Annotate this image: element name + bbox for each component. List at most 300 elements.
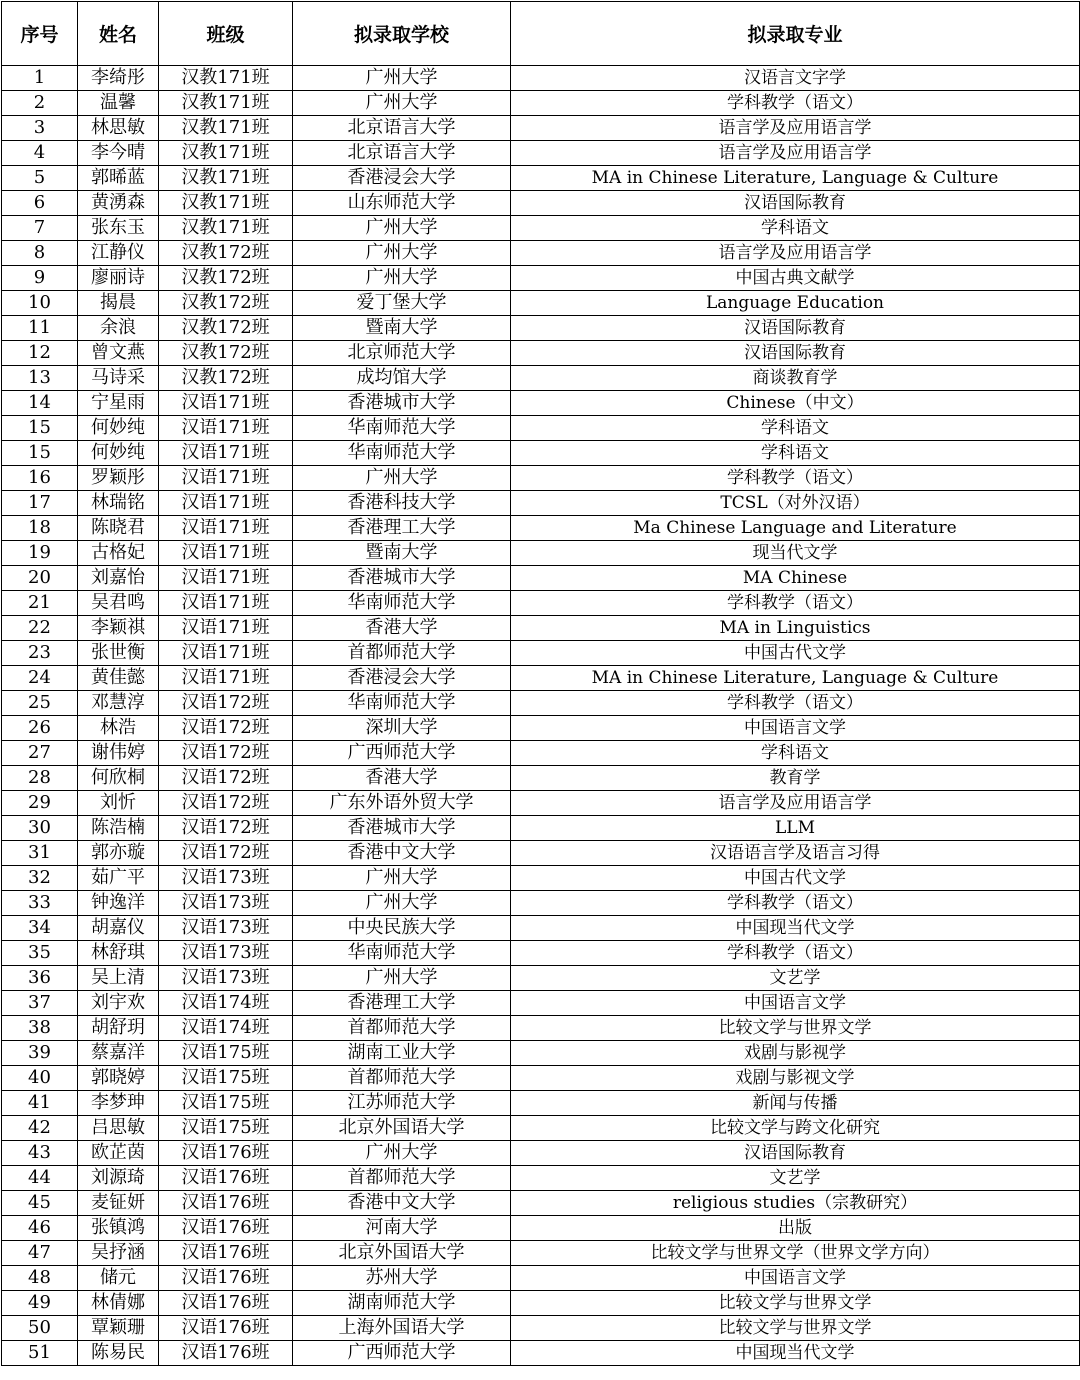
cell-class: 汉语172班 <box>159 816 293 841</box>
cell-school: 广州大学 <box>293 966 511 991</box>
cell-name: 罗颖彤 <box>78 466 159 491</box>
cell-name: 古格妃 <box>78 541 159 566</box>
cell-school: 广西师范大学 <box>293 1341 511 1366</box>
cell-major: 语言学及应用语言学 <box>511 791 1080 816</box>
cell-school: 华南师范大学 <box>293 941 511 966</box>
cell-major: 语言学及应用语言学 <box>511 241 1080 266</box>
cell-major: MA in Linguistics <box>511 616 1080 641</box>
table-row <box>2 241 1080 266</box>
cell-major: 中国现当代文学 <box>511 1341 1080 1366</box>
table-row <box>2 1066 1080 1091</box>
cell-school: 爱丁堡大学 <box>293 291 511 316</box>
table-row <box>2 1016 1080 1041</box>
cell-name: 黄湧森 <box>78 191 159 216</box>
table-row <box>2 216 1080 241</box>
table-row <box>2 316 1080 341</box>
table-row <box>2 166 1080 191</box>
cell-class: 汉语171班 <box>159 391 293 416</box>
table-row <box>2 1266 1080 1291</box>
cell-name: 胡嘉仪 <box>78 916 159 941</box>
cell-major: 现当代文学 <box>511 541 1080 566</box>
cell-name: 蔡嘉洋 <box>78 1041 159 1066</box>
cell-serial: 50 <box>2 1316 78 1341</box>
cell-name: 江静仪 <box>78 241 159 266</box>
cell-major: MA in Chinese Literature, Language & Culture <box>511 666 1080 691</box>
cell-school: 山东师范大学 <box>293 191 511 216</box>
cell-class: 汉语175班 <box>159 1091 293 1116</box>
cell-major: 文艺学 <box>511 966 1080 991</box>
cell-name: 廖丽诗 <box>78 266 159 291</box>
cell-serial: 31 <box>2 841 78 866</box>
cell-major: 学科教学（语文） <box>511 941 1080 966</box>
table-row <box>2 1316 1080 1341</box>
cell-major: 比较文学与世界文学 <box>511 1016 1080 1041</box>
cell-major: 中国语言文学 <box>511 716 1080 741</box>
cell-name: 张东玉 <box>78 216 159 241</box>
cell-school: 上海外国语大学 <box>293 1316 511 1341</box>
cell-class: 汉语171班 <box>159 591 293 616</box>
table-row <box>2 91 1080 116</box>
cell-serial: 17 <box>2 491 78 516</box>
cell-major: 汉语国际教育 <box>511 316 1080 341</box>
cell-class: 汉语172班 <box>159 766 293 791</box>
table-row <box>2 566 1080 591</box>
cell-serial: 29 <box>2 791 78 816</box>
cell-class: 汉语173班 <box>159 891 293 916</box>
cell-school: 北京外国语大学 <box>293 1241 511 1266</box>
cell-class: 汉教171班 <box>159 116 293 141</box>
cell-class: 汉语172班 <box>159 741 293 766</box>
cell-class: 汉语173班 <box>159 916 293 941</box>
header-serial: 序号 <box>2 2 78 66</box>
cell-class: 汉教171班 <box>159 141 293 166</box>
cell-name: 郭晞蓝 <box>78 166 159 191</box>
cell-serial: 45 <box>2 1191 78 1216</box>
cell-serial: 40 <box>2 1066 78 1091</box>
table-row <box>2 416 1080 441</box>
cell-name: 刘忻 <box>78 791 159 816</box>
cell-serial: 23 <box>2 641 78 666</box>
cell-school: 香港大学 <box>293 616 511 641</box>
cell-class: 汉语176班 <box>159 1316 293 1341</box>
cell-school: 北京语言大学 <box>293 116 511 141</box>
header-row <box>2 2 1080 66</box>
cell-major: 学科教学（语文） <box>511 691 1080 716</box>
cell-serial: 14 <box>2 391 78 416</box>
cell-school: 北京语言大学 <box>293 141 511 166</box>
cell-major: 学科语文 <box>511 416 1080 441</box>
cell-class: 汉教172班 <box>159 316 293 341</box>
cell-class: 汉教171班 <box>159 191 293 216</box>
cell-school: 广州大学 <box>293 466 511 491</box>
header-school: 拟录取学校 <box>293 2 511 66</box>
table-row <box>2 191 1080 216</box>
cell-major: 学科教学（语文） <box>511 91 1080 116</box>
cell-major: 语言学及应用语言学 <box>511 116 1080 141</box>
cell-class: 汉教171班 <box>159 216 293 241</box>
table-body <box>2 66 1080 1366</box>
cell-name: 林倩娜 <box>78 1291 159 1316</box>
table-row <box>2 1116 1080 1141</box>
cell-class: 汉语172班 <box>159 791 293 816</box>
cell-serial: 22 <box>2 616 78 641</box>
cell-name: 刘宇欢 <box>78 991 159 1016</box>
table-row <box>2 1041 1080 1066</box>
cell-school: 广州大学 <box>293 91 511 116</box>
table-row <box>2 266 1080 291</box>
cell-name: 李颖祺 <box>78 616 159 641</box>
cell-major: MA in Chinese Literature, Language & Culture <box>511 166 1080 191</box>
cell-school: 广东外语外贸大学 <box>293 791 511 816</box>
cell-serial: 44 <box>2 1166 78 1191</box>
cell-school: 华南师范大学 <box>293 441 511 466</box>
table-row <box>2 516 1080 541</box>
cell-serial: 39 <box>2 1041 78 1066</box>
cell-major: 汉语国际教育 <box>511 191 1080 216</box>
cell-school: 北京师范大学 <box>293 341 511 366</box>
cell-serial: 5 <box>2 166 78 191</box>
cell-serial: 36 <box>2 966 78 991</box>
cell-class: 汉语176班 <box>159 1166 293 1191</box>
cell-name: 吴君鸣 <box>78 591 159 616</box>
cell-name: 马诗采 <box>78 366 159 391</box>
cell-major: 中国古代文学 <box>511 866 1080 891</box>
table-row <box>2 816 1080 841</box>
cell-major: 学科教学（语文） <box>511 466 1080 491</box>
cell-name: 陈浩楠 <box>78 816 159 841</box>
cell-serial: 20 <box>2 566 78 591</box>
cell-name: 刘源琦 <box>78 1166 159 1191</box>
cell-name: 李绮彤 <box>78 66 159 91</box>
cell-school: 华南师范大学 <box>293 416 511 441</box>
cell-major: Chinese（中文） <box>511 391 1080 416</box>
cell-name: 陈晓君 <box>78 516 159 541</box>
cell-name: 吕思敏 <box>78 1116 159 1141</box>
table-row <box>2 291 1080 316</box>
table-row <box>2 916 1080 941</box>
table-row <box>2 791 1080 816</box>
cell-major: 戏剧与影视学 <box>511 1041 1080 1066</box>
cell-school: 深圳大学 <box>293 716 511 741</box>
cell-class: 汉语172班 <box>159 691 293 716</box>
cell-school: 广州大学 <box>293 891 511 916</box>
cell-name: 欧芷茵 <box>78 1141 159 1166</box>
cell-serial: 13 <box>2 366 78 391</box>
cell-major: 中国语言文学 <box>511 991 1080 1016</box>
table-row <box>2 841 1080 866</box>
table-row <box>2 891 1080 916</box>
cell-serial: 1 <box>2 66 78 91</box>
cell-class: 汉语171班 <box>159 616 293 641</box>
cell-serial: 25 <box>2 691 78 716</box>
cell-serial: 38 <box>2 1016 78 1041</box>
table-row <box>2 691 1080 716</box>
cell-serial: 15 <box>2 441 78 466</box>
cell-serial: 32 <box>2 866 78 891</box>
cell-school: 香港理工大学 <box>293 991 511 1016</box>
cell-name: 郭晓婷 <box>78 1066 159 1091</box>
cell-class: 汉语172班 <box>159 716 293 741</box>
table-row <box>2 1091 1080 1116</box>
table-header <box>2 2 1080 66</box>
cell-serial: 33 <box>2 891 78 916</box>
cell-class: 汉语171班 <box>159 441 293 466</box>
cell-major: 中国语言文学 <box>511 1266 1080 1291</box>
cell-serial: 8 <box>2 241 78 266</box>
cell-class: 汉语175班 <box>159 1066 293 1091</box>
cell-name: 何妙纯 <box>78 441 159 466</box>
cell-major: 学科语文 <box>511 216 1080 241</box>
cell-school: 湖南工业大学 <box>293 1041 511 1066</box>
cell-name: 张镇鸿 <box>78 1216 159 1241</box>
cell-school: 香港浸会大学 <box>293 166 511 191</box>
cell-major: 比较文学与世界文学（世界文学方向） <box>511 1241 1080 1266</box>
cell-class: 汉语171班 <box>159 416 293 441</box>
cell-name: 何妙纯 <box>78 416 159 441</box>
cell-class: 汉教172班 <box>159 241 293 266</box>
cell-serial: 26 <box>2 716 78 741</box>
cell-name: 储元 <box>78 1266 159 1291</box>
cell-class: 汉语176班 <box>159 1216 293 1241</box>
cell-serial: 28 <box>2 766 78 791</box>
cell-school: 暨南大学 <box>293 316 511 341</box>
cell-name: 麦钲妍 <box>78 1191 159 1216</box>
cell-serial: 37 <box>2 991 78 1016</box>
cell-name: 刘嘉怡 <box>78 566 159 591</box>
cell-name: 谢伟婷 <box>78 741 159 766</box>
cell-major: 汉语言文字学 <box>511 66 1080 91</box>
cell-name: 林思敏 <box>78 116 159 141</box>
cell-school: 北京外国语大学 <box>293 1116 511 1141</box>
cell-school: 香港城市大学 <box>293 566 511 591</box>
cell-school: 湖南师范大学 <box>293 1291 511 1316</box>
cell-major: 汉语国际教育 <box>511 341 1080 366</box>
cell-school: 江苏师范大学 <box>293 1091 511 1116</box>
cell-name: 黄佳懿 <box>78 666 159 691</box>
cell-name: 胡舒玥 <box>78 1016 159 1041</box>
cell-class: 汉语173班 <box>159 966 293 991</box>
cell-name: 何欣桐 <box>78 766 159 791</box>
cell-serial: 21 <box>2 591 78 616</box>
cell-name: 吴上清 <box>78 966 159 991</box>
cell-class: 汉教171班 <box>159 66 293 91</box>
cell-class: 汉语175班 <box>159 1116 293 1141</box>
cell-major: 教育学 <box>511 766 1080 791</box>
cell-serial: 46 <box>2 1216 78 1241</box>
table-row <box>2 116 1080 141</box>
cell-school: 广州大学 <box>293 1141 511 1166</box>
cell-serial: 6 <box>2 191 78 216</box>
cell-major: religious studies（宗教研究） <box>511 1191 1080 1216</box>
cell-school: 首都师范大学 <box>293 1066 511 1091</box>
cell-serial: 16 <box>2 466 78 491</box>
cell-class: 汉语175班 <box>159 1041 293 1066</box>
cell-name: 余浪 <box>78 316 159 341</box>
cell-class: 汉语176班 <box>159 1191 293 1216</box>
cell-name: 茹广平 <box>78 866 159 891</box>
table-row <box>2 141 1080 166</box>
cell-name: 曾文燕 <box>78 341 159 366</box>
cell-name: 林浩 <box>78 716 159 741</box>
cell-serial: 4 <box>2 141 78 166</box>
cell-class: 汉语171班 <box>159 491 293 516</box>
cell-class: 汉语174班 <box>159 991 293 1016</box>
cell-major: 中国现当代文学 <box>511 916 1080 941</box>
cell-class: 汉语171班 <box>159 666 293 691</box>
table-row <box>2 1166 1080 1191</box>
cell-major: Language Education <box>511 291 1080 316</box>
cell-serial: 2 <box>2 91 78 116</box>
table-row <box>2 66 1080 91</box>
table-row <box>2 1216 1080 1241</box>
cell-major: TCSL（对外汉语） <box>511 491 1080 516</box>
cell-school: 广州大学 <box>293 66 511 91</box>
cell-major: 语言学及应用语言学 <box>511 141 1080 166</box>
cell-name: 林舒琪 <box>78 941 159 966</box>
cell-class: 汉语176班 <box>159 1141 293 1166</box>
cell-school: 广州大学 <box>293 266 511 291</box>
cell-school: 首都师范大学 <box>293 641 511 666</box>
cell-name: 李今晴 <box>78 141 159 166</box>
table-row <box>2 1191 1080 1216</box>
table-row <box>2 1141 1080 1166</box>
cell-name: 宁星雨 <box>78 391 159 416</box>
cell-major: Ma Chinese Language and Literature <box>511 516 1080 541</box>
table-row <box>2 466 1080 491</box>
cell-major: 比较文学与跨文化研究 <box>511 1116 1080 1141</box>
cell-class: 汉教172班 <box>159 266 293 291</box>
cell-major: 戏剧与影视文学 <box>511 1066 1080 1091</box>
table-row <box>2 441 1080 466</box>
header-class: 班级 <box>159 2 293 66</box>
cell-school: 香港城市大学 <box>293 391 511 416</box>
table-row <box>2 341 1080 366</box>
cell-serial: 3 <box>2 116 78 141</box>
cell-class: 汉语171班 <box>159 466 293 491</box>
cell-class: 汉教172班 <box>159 366 293 391</box>
cell-serial: 47 <box>2 1241 78 1266</box>
table-row <box>2 1291 1080 1316</box>
cell-school: 华南师范大学 <box>293 591 511 616</box>
table-row <box>2 741 1080 766</box>
cell-serial: 51 <box>2 1341 78 1366</box>
cell-school: 香港浸会大学 <box>293 666 511 691</box>
table-row <box>2 366 1080 391</box>
cell-serial: 19 <box>2 541 78 566</box>
header-name: 姓名 <box>78 2 159 66</box>
cell-major: 商谈教育学 <box>511 366 1080 391</box>
cell-class: 汉语171班 <box>159 541 293 566</box>
cell-school: 广州大学 <box>293 216 511 241</box>
table-row <box>2 866 1080 891</box>
cell-serial: 42 <box>2 1116 78 1141</box>
cell-serial: 30 <box>2 816 78 841</box>
cell-major: 学科语文 <box>511 441 1080 466</box>
table-row <box>2 1341 1080 1366</box>
table-row <box>2 991 1080 1016</box>
cell-major: 学科语文 <box>511 741 1080 766</box>
cell-serial: 9 <box>2 266 78 291</box>
cell-school: 香港中文大学 <box>293 841 511 866</box>
cell-major: 比较文学与世界文学 <box>511 1291 1080 1316</box>
cell-class: 汉语171班 <box>159 516 293 541</box>
cell-name: 陈易民 <box>78 1341 159 1366</box>
cell-serial: 49 <box>2 1291 78 1316</box>
cell-class: 汉教171班 <box>159 166 293 191</box>
cell-name: 揭晨 <box>78 291 159 316</box>
table-row <box>2 941 1080 966</box>
cell-class: 汉语171班 <box>159 566 293 591</box>
cell-name: 李梦珅 <box>78 1091 159 1116</box>
cell-class: 汉语176班 <box>159 1291 293 1316</box>
cell-serial: 11 <box>2 316 78 341</box>
cell-school: 香港中文大学 <box>293 1191 511 1216</box>
cell-major: 汉语语言学及语言习得 <box>511 841 1080 866</box>
cell-school: 成均馆大学 <box>293 366 511 391</box>
cell-major: 学科教学（语文） <box>511 891 1080 916</box>
table-row <box>2 491 1080 516</box>
cell-school: 香港科技大学 <box>293 491 511 516</box>
cell-serial: 35 <box>2 941 78 966</box>
cell-major: 汉语国际教育 <box>511 1141 1080 1166</box>
table-row <box>2 716 1080 741</box>
cell-school: 广州大学 <box>293 866 511 891</box>
cell-school: 首都师范大学 <box>293 1166 511 1191</box>
cell-class: 汉教171班 <box>159 91 293 116</box>
table-row <box>2 966 1080 991</box>
cell-major: 出版 <box>511 1216 1080 1241</box>
cell-class: 汉语171班 <box>159 641 293 666</box>
table-row <box>2 766 1080 791</box>
cell-serial: 27 <box>2 741 78 766</box>
admission-table <box>1 1 1080 1366</box>
header-major: 拟录取专业 <box>511 2 1080 66</box>
cell-serial: 12 <box>2 341 78 366</box>
cell-name: 邓慧淳 <box>78 691 159 716</box>
cell-school: 广西师范大学 <box>293 741 511 766</box>
cell-class: 汉语174班 <box>159 1016 293 1041</box>
cell-school: 中央民族大学 <box>293 916 511 941</box>
cell-serial: 18 <box>2 516 78 541</box>
cell-class: 汉语176班 <box>159 1341 293 1366</box>
cell-name: 吴抒涵 <box>78 1241 159 1266</box>
cell-school: 首都师范大学 <box>293 1016 511 1041</box>
cell-major: 中国古典文献学 <box>511 266 1080 291</box>
cell-major: 中国古代文学 <box>511 641 1080 666</box>
cell-name: 郭亦璇 <box>78 841 159 866</box>
table-row <box>2 541 1080 566</box>
cell-major: 学科教学（语文） <box>511 591 1080 616</box>
cell-serial: 7 <box>2 216 78 241</box>
table-row <box>2 1241 1080 1266</box>
cell-school: 香港城市大学 <box>293 816 511 841</box>
cell-name: 覃颖珊 <box>78 1316 159 1341</box>
cell-name: 钟逸洋 <box>78 891 159 916</box>
cell-school: 苏州大学 <box>293 1266 511 1291</box>
cell-name: 张世衡 <box>78 641 159 666</box>
cell-major: 比较文学与世界文学 <box>511 1316 1080 1341</box>
table-row <box>2 641 1080 666</box>
cell-serial: 15 <box>2 416 78 441</box>
table-row <box>2 391 1080 416</box>
table-row <box>2 616 1080 641</box>
cell-name: 温馨 <box>78 91 159 116</box>
table-row <box>2 591 1080 616</box>
cell-name: 林瑞铭 <box>78 491 159 516</box>
cell-class: 汉教172班 <box>159 341 293 366</box>
cell-school: 河南大学 <box>293 1216 511 1241</box>
cell-serial: 34 <box>2 916 78 941</box>
